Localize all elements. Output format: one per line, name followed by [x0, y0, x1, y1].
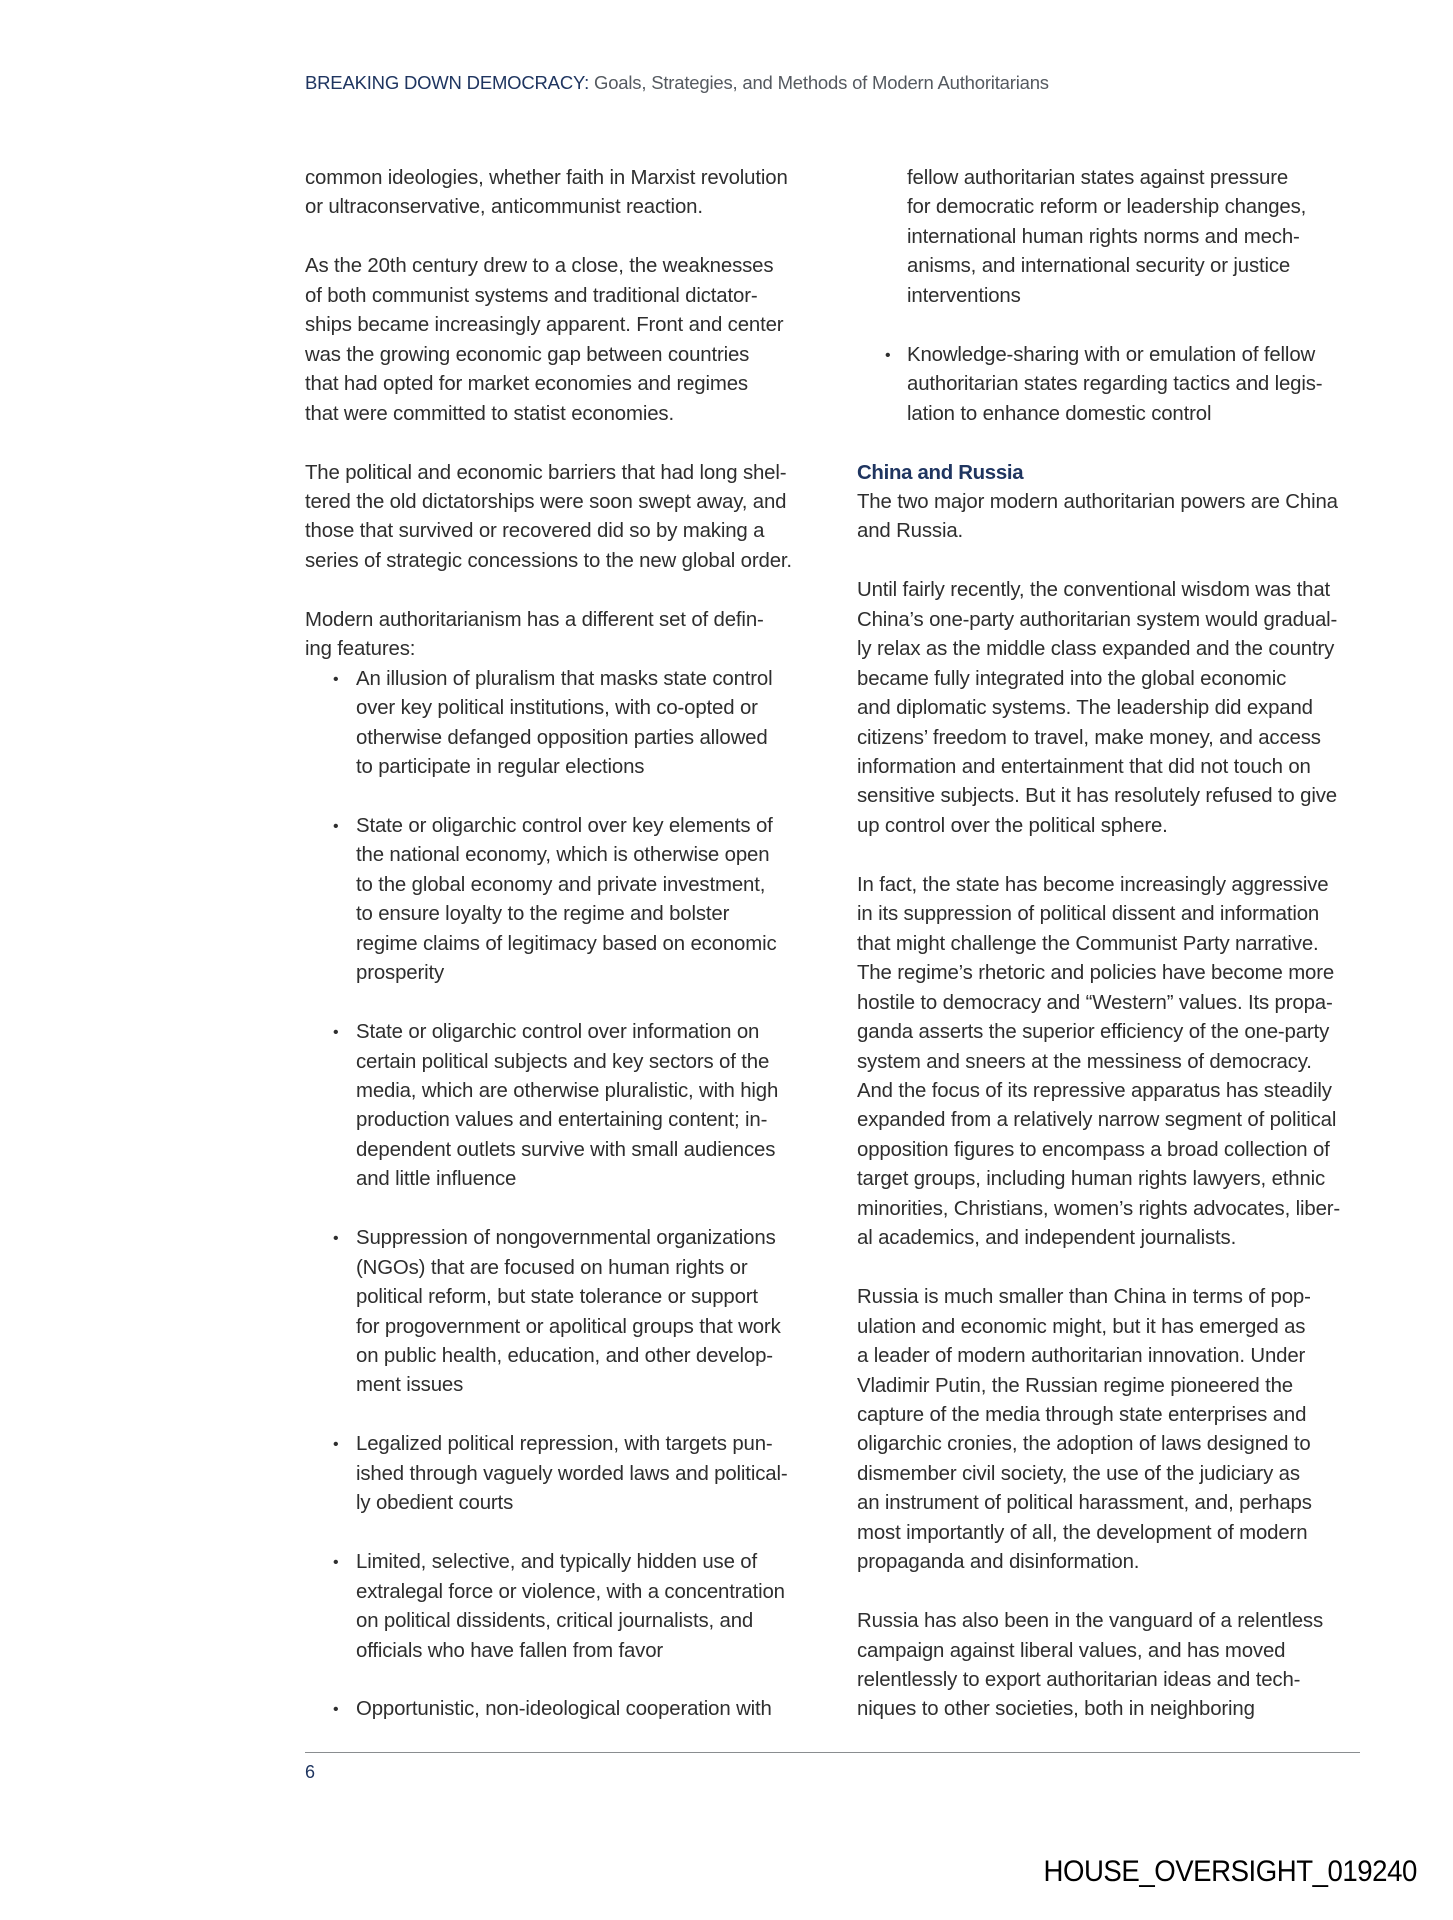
paragraph — [305, 459, 825, 577]
text-line: Legalized political repression, with targets pun- — [356, 1433, 773, 1456]
text-line: for progovernment or apolitical groups that work — [356, 1315, 781, 1338]
text-line: Russia is much smaller than China in terms of pop- — [857, 1286, 1311, 1309]
text-line: ment issues — [356, 1374, 464, 1397]
text-line: sensitive subjects. But it has resolutely refused to give — [857, 785, 1337, 808]
text-line: opposition figures to encompass a broad collection of — [857, 1138, 1330, 1161]
list-item — [857, 341, 1387, 429]
text-line: became fully integrated into the global economic — [857, 667, 1287, 690]
bullet-icon: • — [333, 1024, 339, 1042]
text-line: Suppression of nongovernmental organizations — [356, 1227, 776, 1250]
text-line: (NGOs) that are focused on human rights or — [356, 1256, 748, 1279]
list-item — [305, 665, 825, 783]
text-line: in its suppression of political dissent and information — [857, 903, 1320, 926]
text-line: citizens’ freedom to travel, make money, and access — [857, 726, 1321, 749]
footer-divider — [305, 1752, 1360, 1753]
text-line: and little influence — [356, 1168, 517, 1191]
text-line: campaign against liberal values, and has moved — [857, 1639, 1286, 1662]
text-line: ships became increasingly apparent. Front and center — [305, 314, 784, 337]
text-line: on public health, education, and other develop- — [356, 1345, 773, 1368]
text-line: the national economy, which is otherwise open — [356, 844, 770, 867]
section-heading: China and Russia — [857, 461, 1024, 484]
text-line: officials who have fallen from favor — [356, 1639, 664, 1662]
text-line: dependent outlets survive with small audiences — [356, 1138, 776, 1161]
bullet-icon: • — [333, 670, 339, 688]
text-line: Until fairly recently, the conventional wisdom was that — [857, 579, 1331, 602]
text-line: expanded from a relatively narrow segment of political — [857, 1109, 1337, 1132]
text-line: international human rights norms and mech- — [907, 225, 1300, 248]
text-line: Limited, selective, and typically hidden use of — [356, 1551, 757, 1574]
list-item — [305, 1224, 825, 1401]
text-line: to ensure loyalty to the regime and bolster — [356, 903, 730, 926]
text-line: hostile to democracy and “Western” values. Its propa- — [857, 991, 1333, 1014]
text-line: State or oligarchic control over key elements of — [356, 814, 773, 837]
text-line: Russia has also been in the vanguard of a relentless — [857, 1610, 1324, 1633]
text-line: oligarchic cronies, the adoption of laws designed to — [857, 1433, 1311, 1456]
bullet-continuation — [857, 164, 1387, 311]
text-line: prosperity — [356, 962, 445, 985]
text-line: anisms, and international security or justice — [907, 255, 1291, 278]
text-line: fellow authoritarian states against pressure — [907, 167, 1289, 189]
left-column — [305, 164, 825, 1754]
text-line: ly relax as the middle class expanded and the country — [857, 638, 1335, 661]
text-line: ly obedient courts — [356, 1492, 514, 1515]
bullet-icon: • — [885, 346, 891, 364]
text-line: ing features: — [305, 638, 416, 661]
text-line: political reform, but state tolerance or support — [356, 1286, 758, 1309]
text-line: authoritarian states regarding tactics and legis- — [907, 373, 1323, 396]
text-line: niques to other societies, both in neighboring — [857, 1698, 1255, 1721]
text-line: ganda asserts the superior efficiency of the one-party — [857, 1021, 1330, 1044]
right-column — [857, 164, 1387, 1754]
text-line: propaganda and disinformation. — [857, 1551, 1140, 1574]
list-item — [305, 1430, 825, 1518]
bullet-icon: • — [333, 1554, 339, 1572]
paragraph — [857, 1607, 1387, 1725]
text-line: dismember civil society, the use of the judiciary as — [857, 1462, 1300, 1485]
document-title: BREAKING DOWN DEMOCRACY: — [305, 72, 590, 93]
text-line: extralegal force or violence, with a concentration — [356, 1580, 785, 1603]
bullet-icon: • — [333, 1436, 339, 1454]
text-line: ulation and economic might, but it has emerged as — [857, 1315, 1306, 1338]
text-line: Vladimir Putin, the Russian regime pioneered the — [857, 1374, 1293, 1397]
text-line: over key political institutions, with co-opted or — [356, 697, 758, 720]
text-line: production values and entertaining content; in- — [356, 1109, 768, 1132]
text-line: common ideologies, whether faith in Marxist revolution — [305, 167, 788, 189]
text-line: Modern authoritarianism has a different set of defin- — [305, 608, 764, 631]
text-line: system and sneers at the messiness of democracy. — [857, 1050, 1312, 1073]
text-line: that had opted for market economies and regimes — [305, 373, 748, 396]
text-line: minorities, Christians, women’s rights advocates, liber- — [857, 1197, 1341, 1220]
text-line: to participate in regular elections — [356, 756, 645, 779]
text-line: The two major modern authoritarian powers are China — [857, 490, 1338, 513]
text-line: al academics, and independent journalists. — [857, 1227, 1237, 1250]
text-line: tered the old dictatorships were soon swept away, and — [305, 490, 787, 513]
text-line: lation to enhance domestic control — [907, 402, 1212, 425]
text-line: series of strategic concessions to the new global order. — [305, 549, 792, 572]
text-line: State or oligarchic control over information on — [356, 1021, 760, 1044]
page-number: 6 — [305, 1762, 316, 1782]
text-line: The political and economic barriers that had long shel- — [305, 461, 787, 484]
bullet-icon: • — [333, 1701, 339, 1719]
text-line: An illusion of pluralism that masks state control — [356, 667, 773, 690]
text-line: those that survived or recovered did so by making a — [305, 520, 765, 543]
paragraph — [857, 488, 1387, 547]
text-line: up control over the political sphere. — [857, 814, 1168, 837]
list-item — [305, 1695, 825, 1724]
text-line: for democratic reform or leadership changes, — [907, 196, 1307, 219]
text-line: or ultraconservative, anticommunist reaction. — [305, 196, 703, 219]
text-line: information and entertainment that did not touch on — [857, 756, 1311, 779]
text-line: of both communist systems and traditional dictator- — [305, 284, 758, 307]
text-line: certain political subjects and key sectors of the — [356, 1050, 770, 1073]
text-line: otherwise defanged opposition parties allowed — [356, 726, 768, 749]
list-item — [305, 812, 825, 989]
text-line: In fact, the state has become increasingly aggressive — [857, 873, 1329, 896]
text-line: China’s one-party authoritarian system would gradual- — [857, 608, 1338, 631]
paragraph — [857, 576, 1387, 841]
text-line: to the global economy and private investment, — [356, 873, 766, 896]
text-line: As the 20th century drew to a close, the weaknesses — [305, 255, 774, 278]
bullet-icon: • — [333, 1230, 339, 1248]
text-line: capture of the media through state enterprises and — [857, 1403, 1307, 1426]
text-line: ished through vaguely worded laws and political- — [356, 1462, 788, 1485]
text-line: an instrument of political harassment, and, perhaps — [857, 1492, 1312, 1515]
document-subtitle: Goals, Strategies, and Methods of Modern Authoritarians — [594, 72, 1049, 93]
paragraph — [305, 606, 825, 665]
paragraph — [857, 871, 1387, 1254]
text-line: was the growing economic gap between countries — [305, 343, 750, 366]
text-line: Opportunistic, non-ideological cooperation with — [356, 1698, 772, 1721]
text-line: Knowledge-sharing with or emulation of fellow — [907, 343, 1316, 366]
paragraph — [305, 252, 825, 429]
text-line: on political dissidents, critical journalists, and — [356, 1610, 754, 1633]
feature-list-continued — [857, 341, 1387, 429]
list-item — [305, 1548, 825, 1666]
text-line: and diplomatic systems. The leadership did expand — [857, 697, 1313, 720]
text-line: that might challenge the Communist Party narrative. — [857, 932, 1319, 955]
text-line: that were committed to statist economies. — [305, 402, 674, 425]
text-line: And the focus of its repressive apparatus has steadily — [857, 1079, 1332, 1102]
text-line: target groups, including human rights lawyers, ethnic — [857, 1168, 1326, 1191]
paragraph — [305, 164, 825, 223]
running-header — [305, 72, 1049, 94]
text-line: relentlessly to export authoritarian ideas and tech- — [857, 1669, 1301, 1692]
paragraph — [857, 1283, 1387, 1578]
text-line: most importantly of all, the development of modern — [857, 1521, 1308, 1544]
text-line: and Russia. — [857, 520, 964, 543]
feature-list — [305, 665, 825, 1725]
text-line: media, which are otherwise pluralistic, with high — [356, 1079, 779, 1102]
text-line: The regime’s rhetoric and policies have become more — [857, 962, 1335, 985]
bates-number: HOUSE_OVERSIGHT_019240 — [1043, 1855, 1417, 1888]
bullet-icon: • — [333, 817, 339, 835]
list-item — [305, 1018, 825, 1195]
text-line: interventions — [907, 284, 1021, 307]
text-line: a leader of modern authoritarian innovation. Under — [857, 1345, 1306, 1368]
text-line: regime claims of legitimacy based on economic — [356, 932, 777, 955]
